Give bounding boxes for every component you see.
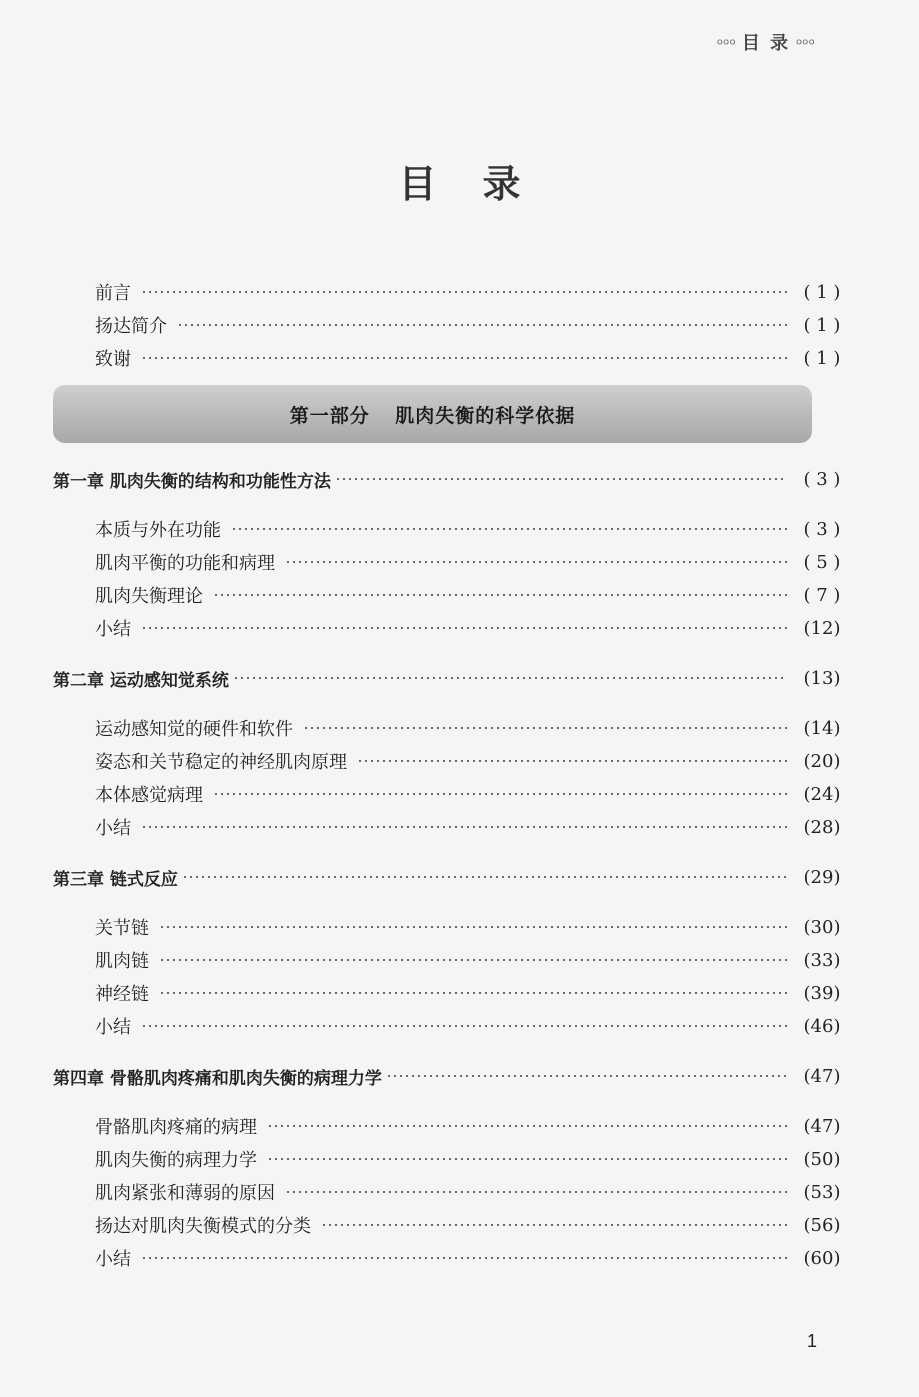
toc-entry-page: (24): [803, 783, 841, 805]
toc-entry-page: (50): [803, 1148, 841, 1170]
toc-entry[interactable]: [95, 1013, 841, 1039]
toc-entry[interactable]: [95, 582, 841, 608]
toc-entry-label: 扬达简介: [95, 316, 167, 337]
dot-leader: [267, 1125, 787, 1127]
ornament-right-icon: ৹৹৹: [796, 31, 815, 50]
toc-entry-page: ( 1 ): [803, 314, 841, 336]
toc-entry[interactable]: [95, 615, 841, 641]
toc-entry-label: 小结: [95, 1017, 131, 1038]
toc-entry-page: (39): [803, 982, 841, 1004]
dot-leader: [141, 1025, 787, 1027]
toc-entry-label: 肌肉紧张和薄弱的原因: [95, 1183, 275, 1204]
dot-leader: [141, 291, 787, 293]
toc-entry-page: ( 3 ): [803, 518, 841, 540]
toc-entry-page: ( 1 ): [803, 347, 841, 369]
dot-leader: [267, 1158, 787, 1160]
toc-entry-page: ( 1 ): [803, 281, 841, 303]
toc-entry[interactable]: [95, 345, 841, 371]
toc-entry-page: (14): [803, 717, 841, 739]
toc-entry-label: 运动感知觉的硬件和软件: [95, 719, 293, 740]
toc-chapter[interactable]: [53, 864, 841, 890]
dot-leader: [285, 561, 787, 563]
toc-entry-page: (12): [803, 617, 841, 639]
dot-leader: [159, 926, 787, 928]
toc-chapter-page: (13): [803, 667, 841, 689]
dot-leader: [231, 528, 787, 530]
dot-leader: [357, 760, 787, 762]
toc-chapter[interactable]: [53, 665, 841, 691]
dot-leader: [182, 876, 787, 878]
toc-entry-label: 骨骼肌肉疼痛的病理: [95, 1117, 257, 1138]
toc-entry-label: 肌肉链: [95, 951, 149, 972]
dot-leader: [321, 1224, 787, 1226]
dot-leader: [335, 478, 787, 480]
toc-entry[interactable]: [95, 748, 841, 774]
running-header-text: 目 录: [741, 32, 791, 54]
toc-chapter[interactable]: [53, 1063, 841, 1089]
toc-chapter-label: 第二章 运动感知觉系统: [53, 670, 229, 691]
toc-entry-page: (46): [803, 1015, 841, 1037]
toc-entry-label: 小结: [95, 818, 131, 839]
running-header: [717, 28, 815, 55]
toc-entry-label: 本体感觉病理: [95, 785, 203, 806]
dot-leader: [141, 1257, 787, 1259]
part-banner[interactable]: [53, 385, 812, 443]
toc-entry[interactable]: [95, 1245, 841, 1271]
toc-entry[interactable]: [95, 980, 841, 1006]
dot-leader: [213, 793, 787, 795]
toc-entry[interactable]: [95, 781, 841, 807]
part-title: 第一部分 肌肉失衡的科学依据: [289, 404, 576, 427]
dot-leader: [285, 1191, 787, 1193]
toc-chapter-page: (47): [803, 1065, 841, 1087]
dot-leader: [141, 826, 787, 828]
dot-leader: [159, 959, 787, 961]
toc-entry-page: (28): [803, 816, 841, 838]
dot-leader: [213, 594, 787, 596]
toc-entry-label: 关节链: [95, 918, 149, 939]
toc-entry-page: (53): [803, 1181, 841, 1203]
toc-entry-label: 小结: [95, 619, 131, 640]
dot-leader: [141, 357, 787, 359]
toc-entry[interactable]: [95, 549, 841, 575]
toc-entry[interactable]: [95, 516, 841, 542]
toc-chapter[interactable]: [53, 466, 841, 492]
dot-leader: [141, 627, 787, 629]
dot-leader: [386, 1075, 787, 1077]
toc-entry-page: (30): [803, 916, 841, 938]
ornament-left-icon: ৹৹৹: [717, 31, 736, 50]
toc-entry-label: 前言: [95, 283, 131, 304]
toc-entry-label: 肌肉失衡的病理力学: [95, 1150, 257, 1171]
toc-entry[interactable]: [95, 814, 841, 840]
toc-entry[interactable]: [95, 1113, 841, 1139]
toc-entry-page: (33): [803, 949, 841, 971]
toc-entry[interactable]: [95, 1212, 841, 1238]
toc-entry-page: (56): [803, 1214, 841, 1236]
toc-entry[interactable]: [95, 312, 841, 338]
toc-entry-page: (60): [803, 1247, 841, 1269]
dot-leader: [177, 324, 787, 326]
toc-entry[interactable]: [95, 914, 841, 940]
toc-chapter-label: 第一章 肌肉失衡的结构和功能性方法: [53, 471, 331, 492]
toc-chapter-label: 第四章 骨骼肌肉疼痛和肌肉失衡的病理力学: [53, 1068, 382, 1089]
toc-entry-label: 本质与外在功能: [95, 520, 221, 541]
toc-entry-label: 致谢: [95, 349, 131, 370]
toc-entry-page: ( 7 ): [803, 584, 841, 606]
toc-chapter-page: ( 3 ): [803, 468, 841, 490]
toc-chapter-label: 第三章 链式反应: [53, 869, 178, 890]
toc-entry-page: (47): [803, 1115, 841, 1137]
toc-entry-label: 神经链: [95, 984, 149, 1005]
toc-chapter-page: (29): [803, 866, 841, 888]
toc-entry-page: ( 5 ): [803, 551, 841, 573]
page-number: 1: [807, 1331, 818, 1351]
toc-entry-label: 小结: [95, 1249, 131, 1270]
toc-entry[interactable]: [95, 715, 841, 741]
toc-entry[interactable]: [95, 1179, 841, 1205]
toc-entry[interactable]: [95, 1146, 841, 1172]
toc-entry[interactable]: [95, 279, 841, 305]
page-title: 目录: [398, 162, 567, 206]
toc-entry[interactable]: [95, 947, 841, 973]
toc-entry-label: 姿态和关节稳定的神经肌肉原理: [95, 752, 347, 773]
toc-entry-label: 肌肉平衡的功能和病理: [95, 553, 275, 574]
dot-leader: [233, 677, 787, 679]
dot-leader: [159, 992, 787, 994]
dot-leader: [303, 727, 787, 729]
toc-entry-label: 扬达对肌肉失衡模式的分类: [95, 1216, 311, 1237]
toc-entry-page: (20): [803, 750, 841, 772]
toc-entry-label: 肌肉失衡理论: [95, 586, 203, 607]
